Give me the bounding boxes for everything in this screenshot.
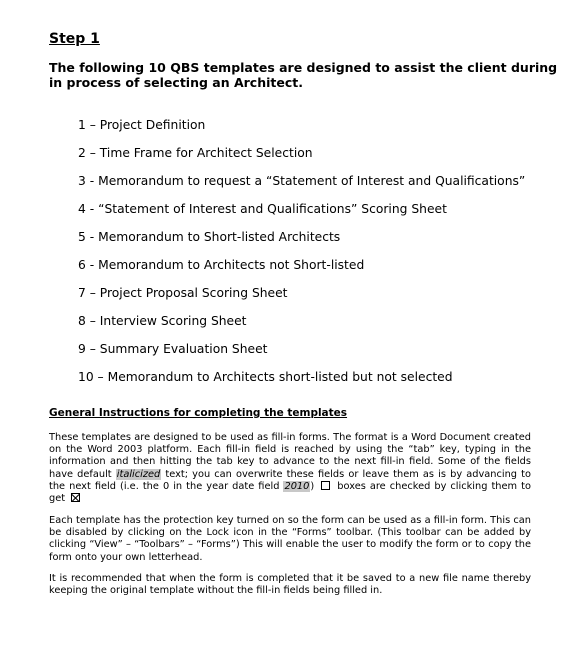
instructions-paragraph-2: Each template has the protection key turned on so the form can be used as a fill-in form. This can be disabled by clicking on the Lock icon in the “Forms” toolbar. (This toolbar can be added by clicking “View” – “Toolbars” – “Forms”) This will enable the user to modify the form or to copy the form onto your own letterhead. <box>49 515 531 563</box>
list-item: 7 – Project Proposal Scoring Sheet <box>78 286 288 300</box>
italicized-field-sample: italicized <box>116 468 161 480</box>
year-field-sample: 2010 <box>284 480 310 492</box>
step-title: Step 1 <box>49 31 100 47</box>
list-item: 1 – Project Definition <box>78 118 206 132</box>
unchecked-box-icon <box>321 481 330 490</box>
template-list <box>78 117 525 397</box>
instructions-paragraph-3: It is recommended that when the form is completed that it be saved to a new file name thereby keeping the original template without the fill-in fields being filled in. <box>49 573 531 597</box>
list-item: 10 – Memorandum to Architects short-listed but not selected <box>78 370 453 384</box>
intro-text: The following 10 QBS templates are designed to assist the client during in process of selecting an Architect. <box>49 60 558 90</box>
list-item: 2 – Time Frame for Architect Selection <box>78 146 313 160</box>
instructions-heading: General Instructions for completing the templates <box>49 407 348 419</box>
list-item: 4 - “Statement of Interest and Qualifications” Scoring Sheet <box>78 202 447 216</box>
paragraph-text: These templates are designed to be used as fill-in forms. The format is a Word Document created on the Word 2003 platform. Each fill-in field is reached by using the “tab” key, typing in the information and then hitting the tab key to advance to the next fill-in field. Some of the fields have default <box>49 432 531 480</box>
instructions-paragraph-1 <box>49 432 531 505</box>
paragraph-text: boxes are checked by clicking them to get <box>49 480 531 505</box>
list-item: 6 - Memorandum to Architects not Short-listed <box>78 258 365 272</box>
paragraph-text: ) <box>310 480 315 492</box>
checked-box-icon <box>71 493 80 502</box>
paragraph-text: text; you can overwrite these fields or leave them as is by advancing to the next field (i.e. the 0 in the year date field <box>49 468 531 492</box>
list-item: 9 – Summary Evaluation Sheet <box>78 342 268 356</box>
list-item: 3 - Memorandum to request a “Statement of Interest and Qualifications” <box>78 174 526 188</box>
list-item: 8 – Interview Scoring Sheet <box>78 314 247 328</box>
list-item: 5 - Memorandum to Short-listed Architects <box>78 230 341 244</box>
